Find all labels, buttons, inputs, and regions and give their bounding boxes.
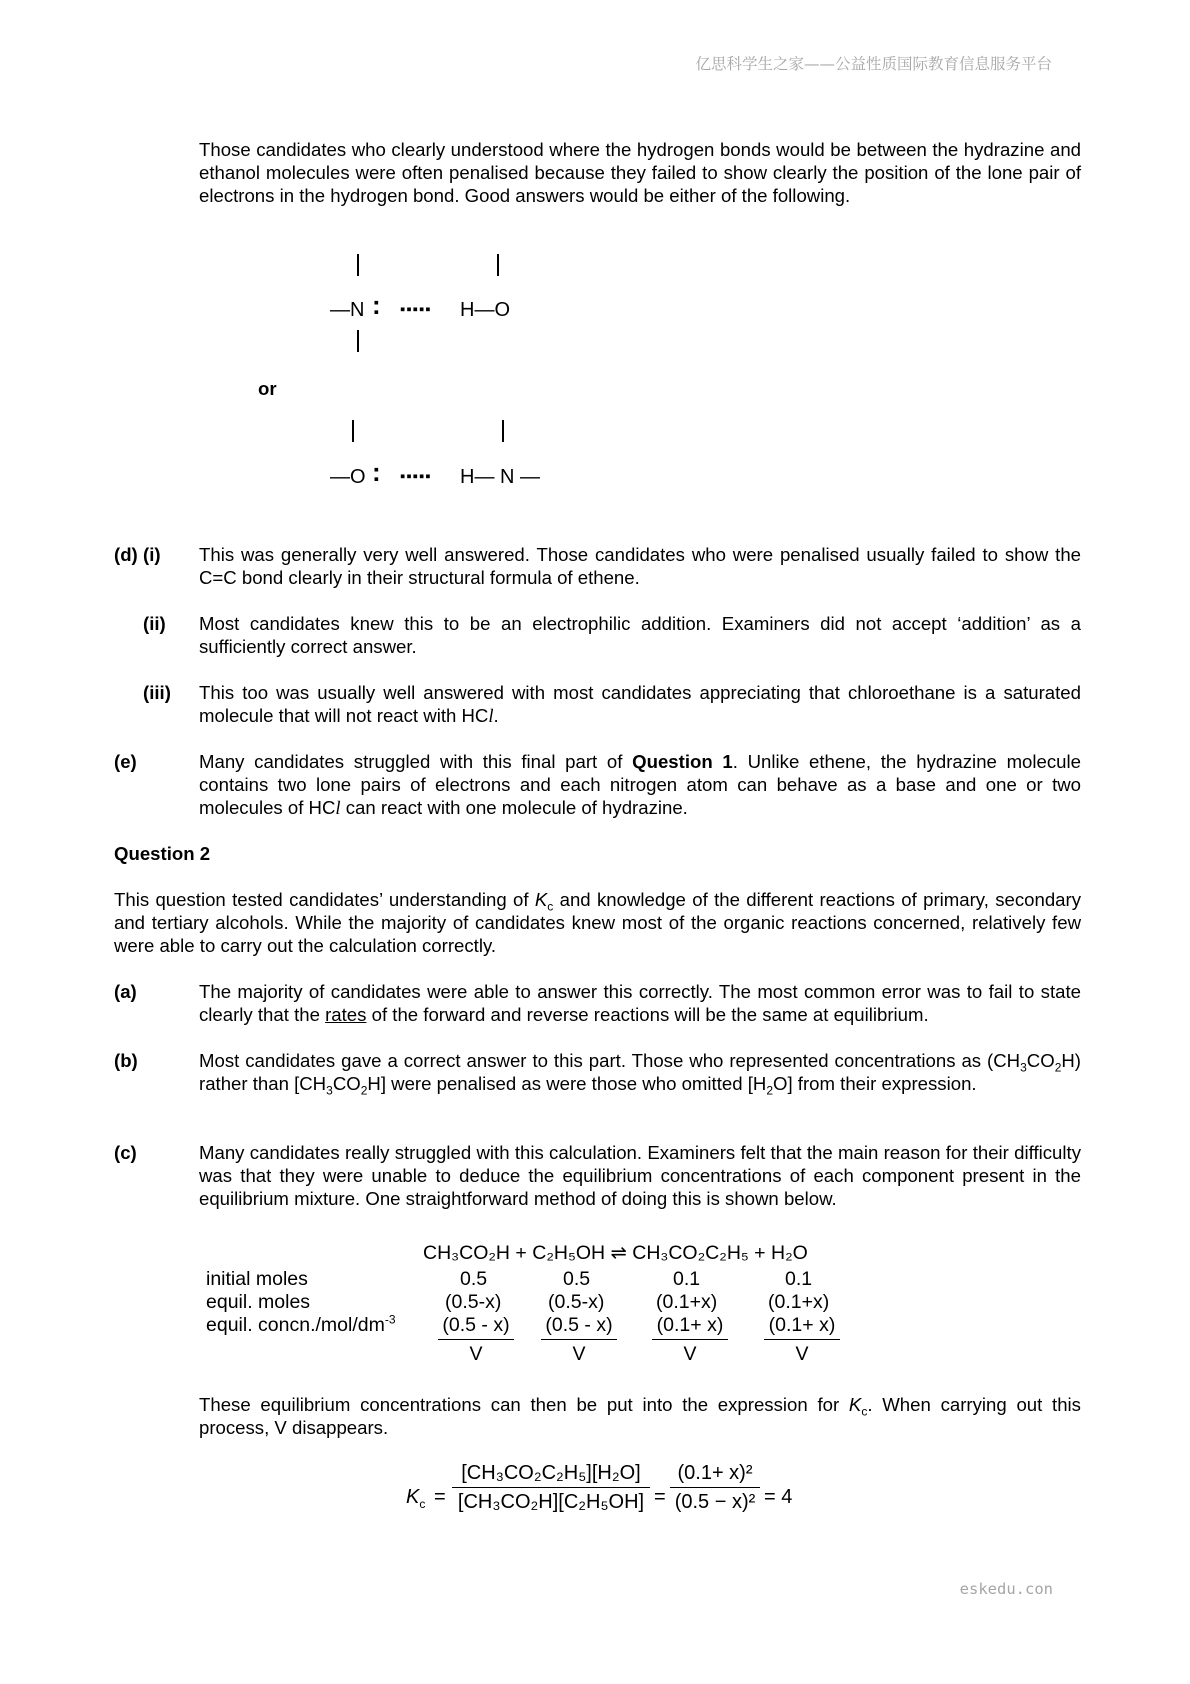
bond-line <box>502 420 504 442</box>
section-2a-label: (a) <box>114 981 137 1002</box>
kc-expression: $K_c$ = $\frac{\text{[CH₃CO₂C₂H₅][H₂O]}}{\text{[CH₃CO₂H][C₂H₅OH]}}$ = $\frac{\text{(0.1+ x)²}}{\text{(0.5 − x)²}}$ = 4 <box>406 1462 793 1513</box>
initial-value: 0.1 <box>785 1268 813 1290</box>
concn-fraction: $\frac{(0.1+ x)}{V}$ <box>652 1314 728 1366</box>
lone-pair-colon: : <box>372 290 381 320</box>
kc-fraction-1: $\frac{\text{[CH₃CO₂C₂H₅][H₂O]}}{\text{[CH₃CO₂H][C₂H₅OH]}}$ <box>452 1462 650 1514</box>
row-label-initial: initial moles <box>206 1268 308 1290</box>
hydrogen-bond-dots: ▪▪▪▪▪ <box>400 468 432 485</box>
equil-value: (0.1+x) <box>656 1291 718 1313</box>
section-2c-label: (c) <box>114 1142 137 1163</box>
initial-value: 0.5 <box>460 1268 488 1290</box>
diagram-row1-left: —N <box>330 299 365 321</box>
equilibrium-table <box>0 1242 1190 1372</box>
after-table-text: These equilibrium concentrations can then be put into the expression for $K_c$. When carrying out this process, V disappears. <box>199 1394 1081 1438</box>
section-d-ii-label: (ii) <box>143 613 166 634</box>
header-site-text: 亿思科学生之家——公益性质国际教育信息服务平台 <box>695 55 1052 73</box>
concn-fraction: $\frac{(0.5 - x)}{V}$ <box>541 1314 617 1366</box>
hydrogen-bond-dots: ▪▪▪▪▪ <box>400 301 432 318</box>
bond-line <box>497 254 499 276</box>
bond-line <box>352 420 354 442</box>
bond-line <box>357 330 359 352</box>
section-2b-text: Most candidates gave a correct answer to this part. Those who represented concentrations as $(CH_3CO_2H)$ rather than $[CH_3CO_2H]$ were penalised as were those who omitted $[H_2O]$ from their expression. <box>199 1050 1081 1098</box>
section-d-iii-text: This too was usually well answered with most candidates appreciating that chloroethane is a saturated molecule that will not react with HCl. <box>199 682 1081 727</box>
section-2c-text: Many candidates really struggled with this calculation. Examiners felt that the main reason for their difficulty was that they were unable to deduce the equilibrium concentrations of each component present in the equilibrium mixture. One straightforward method of doing this is shown below. <box>199 1142 1081 1209</box>
section-e-label: (e) <box>114 751 137 772</box>
kc-fraction-2: $\frac{\text{(0.1+ x)²}}{\text{(0.5 − x)²}}$ <box>670 1462 760 1514</box>
section-d-iii-label: (iii) <box>143 682 171 703</box>
section-2a-text: The majority of candidates were able to answer this correctly. The most common error was to fail to state clearly that the rates of the forward and reverse reactions will be the same at equilibrium. <box>199 981 1081 1025</box>
initial-value: 0.1 <box>673 1268 701 1290</box>
concn-fraction: $\frac{(0.1+ x)}{V}$ <box>764 1314 840 1366</box>
diagram-row2-right: H— N — <box>460 466 540 488</box>
diagram-row2-left: —O <box>330 466 366 488</box>
section-e-text: Many candidates struggled with this final part of Question 1. Unlike ethene, the hydrazine molecule contains two lone pairs of electrons and each nitrogen atom can behave as a base and one or two molecules of HCl can react with one molecule of hydrazine. <box>199 751 1081 819</box>
section-d-ii-text: Most candidates knew this to be an electrophilic addition. Examiners did not accept ‘addition’ as a sufficiently correct answer. <box>199 613 1081 657</box>
equilibrium-equation: CH₃CO₂H + C₂H₅OH ⇌ CH₃CO₂C₂H₅ + H₂O <box>423 1242 808 1264</box>
section-2b-label: (b) <box>114 1050 138 1071</box>
lone-pair-colon: : <box>372 457 381 487</box>
intro-paragraph: Those candidates who clearly understood where the hydrogen bonds would be between the hydrazine and ethanol molecules were often penalised because they failed to show clearly the position of the lone pair of electrons in the hydrogen bond. Good answers would be either of the following. <box>199 139 1081 206</box>
hydrogen-bond-diagram <box>320 246 580 506</box>
section-d-i-text: This was generally very well answered. Those candidates who were penalised usually failed to show the C=C bond clearly in their structural formula of ethene. <box>199 544 1081 588</box>
diagram-row1-right: H—O <box>460 299 510 321</box>
equil-value: (0.5-x) <box>548 1291 605 1313</box>
question-2-heading: Question 2 <box>114 843 211 864</box>
section-d-label: (d) <box>114 544 138 565</box>
bond-line <box>357 254 359 276</box>
section-d-i-label: (i) <box>143 544 161 565</box>
or-label: or <box>258 378 277 399</box>
row-label-equil: equil. moles <box>206 1291 311 1313</box>
row-label-concn: equil. $concn./mol/dm^{-3}$ <box>206 1312 396 1336</box>
footer-site: eskedu.con <box>959 1580 1053 1598</box>
equil-value: (0.1+x) <box>768 1291 830 1313</box>
concn-fraction: $\frac{(0.5 - x)}{V}$ <box>438 1314 514 1366</box>
equil-value: (0.5-x) <box>445 1291 502 1313</box>
question-2-intro: This question tested candidates’ understanding of $K_c$ and knowledge of the different reactions of primary, secondary and tertiary alcohols. While the majority of candidates knew most of the organic reactions concerned, relatively few were able to carry out the calculation correctly. <box>114 889 1081 956</box>
initial-value: 0.5 <box>563 1268 591 1290</box>
